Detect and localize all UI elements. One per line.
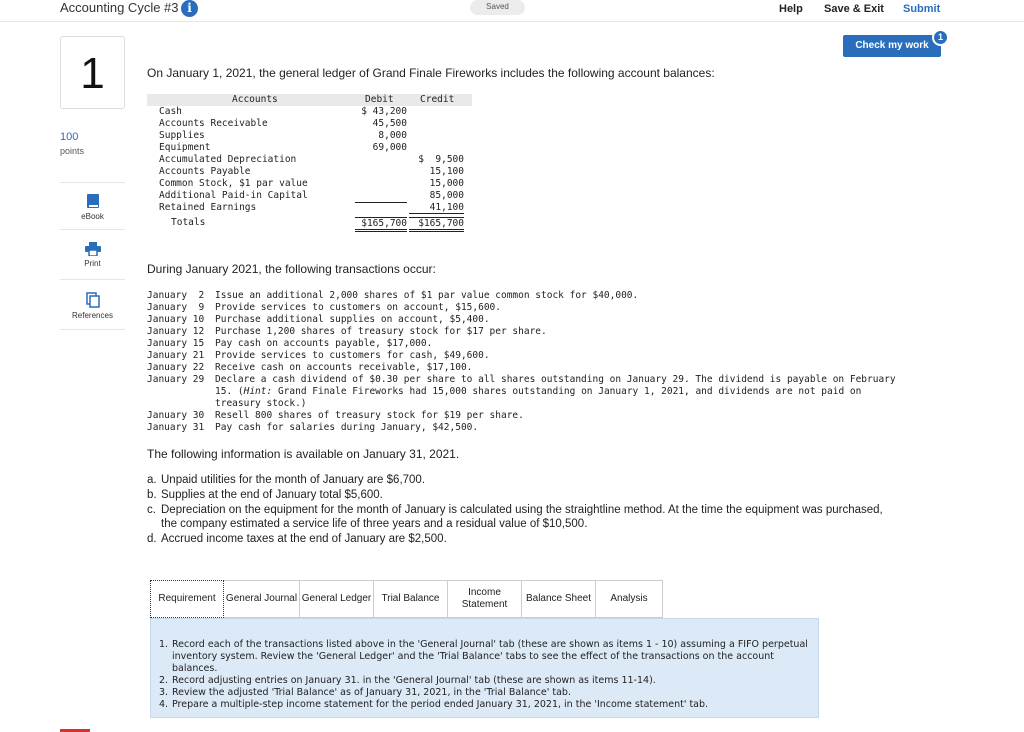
adjustment-item — [147, 488, 897, 502]
account-name: Accounts Payable — [159, 166, 251, 177]
hint-label: Hint: — [243, 386, 273, 397]
adjustment-letter: b. — [147, 489, 157, 501]
account-credit: 41,100 — [409, 202, 464, 214]
transaction-text: Purchase 1,200 shares of treasury stock for $17 per share. — [215, 326, 547, 337]
account-name: Equipment — [159, 142, 211, 153]
requirement-number: 3. — [159, 687, 169, 698]
table-row — [147, 118, 472, 130]
totals-debit: $165,700 — [355, 217, 407, 232]
requirement-item — [159, 699, 809, 711]
tab-trial-balance[interactable]: Trial Balance — [374, 580, 448, 618]
adjustment-letter: d. — [147, 533, 157, 545]
transaction-text: Pay cash for salaries during January, $42,500. — [215, 422, 479, 433]
requirement-item — [159, 639, 809, 675]
transaction-date: January 21 — [147, 350, 205, 361]
tab-general-journal[interactable]: General Journal — [224, 580, 300, 618]
account-name: Supplies — [159, 130, 205, 141]
check-count-badge: 1 — [932, 29, 949, 46]
account-name: Cash — [159, 106, 182, 117]
adjustment-item — [147, 503, 897, 531]
table-row — [147, 106, 472, 118]
transaction-text: Purchase additional supplies on account, $5,400. — [215, 314, 490, 325]
adjustment-text: Depreciation on the equipment for the month of January is calculated using the straightline method. At the time the equipment was purchased, the company estimated a service life of three years and a residual value of $10,500. — [161, 504, 883, 530]
transaction-text: Issue an additional 2,000 shares of $1 par value common stock for $40,000. — [215, 290, 639, 301]
assignment-title: Accounting Cycle #3 — [60, 0, 179, 15]
transaction-date: January 10 — [147, 314, 205, 325]
requirement-item — [159, 687, 809, 699]
requirement-text: Record each of the transactions listed above in the 'General Journal' tab (these are shown as items 1 - 10) assuming a FIFO perpetual inventory system. Review the 'General Ledger' and the 'Trial Balance' tabs to see the effect of the transactions on the account balances. — [172, 639, 808, 674]
transaction-date: January 22 — [147, 362, 205, 373]
account-credit: 85,000 — [429, 190, 464, 201]
transaction-date: January 9 — [147, 302, 205, 313]
requirement-text: Record adjusting entries on January 31. in the 'General Journal' tab (these are shown as items 11-14). — [172, 675, 656, 686]
adjustment-text: Accrued income taxes at the end of January are $2,500. — [161, 533, 447, 545]
requirement-text: Review the adjusted 'Trial Balance' as of January 31, 2021, in the 'Trial Balance' tab. — [172, 687, 571, 698]
transactions-title: During January 2021, the following transactions occur: — [147, 262, 436, 276]
transaction-text: Provide services to customers on account, $15,600. — [215, 302, 501, 313]
tab-requirement[interactable]: Requirement — [150, 580, 224, 618]
transaction-item — [147, 314, 907, 326]
save-exit-link[interactable]: Save & Exit — [824, 3, 884, 15]
book-icon — [86, 193, 100, 209]
tab-analysis[interactable]: Analysis — [596, 580, 663, 618]
tab-general-ledger[interactable]: General Ledger — [300, 580, 374, 618]
transaction-item — [147, 302, 907, 314]
points-label: points — [60, 146, 85, 156]
adjustment-item — [147, 473, 897, 487]
requirement-number: 2. — [159, 675, 169, 686]
transactions-list — [147, 290, 907, 434]
transaction-date: January 2 — [147, 290, 205, 301]
transaction-item — [147, 374, 907, 410]
table-row — [147, 130, 472, 142]
transaction-date: January 15 — [147, 338, 205, 349]
totals-label: Totals — [171, 217, 206, 228]
account-name: Additional Paid-in Capital — [159, 190, 308, 201]
adjustment-text: Unpaid utilities for the month of January are $6,700. — [161, 474, 426, 486]
tab-balance-sheet[interactable]: Balance Sheet — [522, 580, 596, 618]
transaction-text: Pay cash on accounts payable, $17,000. — [215, 338, 433, 349]
transaction-item — [147, 350, 907, 362]
table-row — [147, 154, 472, 166]
requirement-text: Prepare a multiple-step income statement for the period ended January 31, 2021, in the 'Income statement' tab. — [172, 699, 709, 710]
account-debit: 45,500 — [372, 118, 407, 129]
print-button[interactable] — [60, 232, 125, 280]
account-debit: $ 43,200 — [361, 106, 407, 117]
intro-text: On January 1, 2021, the general ledger of Grand Finale Fireworks includes the following account balances: — [147, 66, 715, 80]
submit-link[interactable]: Submit — [903, 3, 941, 15]
transaction-text: Provide services to customers for cash, $49,600. — [215, 350, 490, 361]
table-row — [147, 190, 472, 202]
adjustment-letter: a. — [147, 474, 157, 486]
account-name: Accounts Receivable — [159, 118, 268, 129]
requirements-list — [159, 639, 809, 711]
account-credit: $ 9,500 — [418, 154, 464, 165]
table-row — [147, 142, 472, 154]
adjustment-item — [147, 532, 897, 546]
references-label: References — [72, 311, 113, 320]
transaction-date: January 30 — [147, 410, 205, 421]
adjustment-letter: c. — [147, 504, 156, 516]
printer-icon — [85, 242, 101, 256]
requirement-panel — [150, 618, 819, 718]
header-credit: Credit — [420, 94, 455, 105]
transaction-item — [147, 290, 907, 302]
table-header-row — [147, 94, 472, 106]
transaction-text: Receive cash on accounts receivable, $17,100. — [215, 362, 473, 373]
table-row — [147, 202, 472, 214]
transaction-date: January 31 — [147, 422, 205, 433]
account-name: Retained Earnings — [159, 202, 257, 213]
account-debit — [355, 202, 407, 203]
saved-status: Saved — [470, 0, 525, 15]
top-bar — [0, 0, 1024, 22]
transaction-item — [147, 362, 907, 374]
adjustment-text: Supplies at the end of January total $5,600. — [161, 489, 383, 501]
references-icon — [86, 292, 100, 308]
requirement-number: 1. — [159, 639, 169, 650]
header-accounts: Accounts — [232, 94, 278, 105]
transaction-item — [147, 410, 907, 422]
totals-credit: $165,700 — [409, 217, 464, 232]
ebook-label: eBook — [81, 212, 104, 221]
account-name: Accumulated Depreciation — [159, 154, 297, 165]
ebook-button[interactable] — [60, 182, 125, 230]
account-debit: 69,000 — [372, 142, 407, 153]
transaction-date: January 12 — [147, 326, 205, 337]
print-label: Print — [84, 259, 101, 268]
table-row — [147, 178, 472, 190]
account-name: Common Stock, $1 par value — [159, 178, 308, 189]
transaction-text: Resell 800 shares of treasury stock for $19 per share. — [215, 410, 524, 421]
account-credit: 15,100 — [429, 166, 464, 177]
transaction-item — [147, 422, 907, 434]
transaction-item — [147, 326, 907, 338]
transaction-date: January 29 — [147, 374, 205, 385]
requirement-item — [159, 675, 809, 687]
account-debit: 8,000 — [378, 130, 407, 141]
check-my-work-button[interactable]: Check my work — [843, 35, 941, 57]
transaction-item — [147, 338, 907, 350]
account-credit: 15,000 — [429, 178, 464, 189]
question-number: 1 — [60, 36, 125, 109]
requirement-number: 4. — [159, 699, 169, 710]
table-row — [147, 166, 472, 178]
tab-bar — [150, 580, 663, 618]
points-value: 100 — [60, 131, 79, 143]
totals-row — [147, 217, 472, 229]
tab-income-statement[interactable]: Income Statement — [448, 580, 522, 618]
help-link[interactable]: Help — [779, 3, 803, 15]
references-button[interactable] — [60, 282, 125, 330]
header-debit: Debit — [365, 94, 394, 105]
info-icon[interactable]: i — [181, 0, 198, 17]
adjustments-list — [147, 473, 897, 547]
info-title: The following information is available on January 31, 2021. — [147, 447, 460, 461]
transaction-text: Declare a cash dividend of $0.30 per share to all shares outstanding on January 29. The dividend is payable on February 15. (Hint: Grand Finale Fireworks had 15,000 shares outstanding on January 1, 2021, and dividends are not paid on treasury stock.) — [215, 374, 896, 409]
